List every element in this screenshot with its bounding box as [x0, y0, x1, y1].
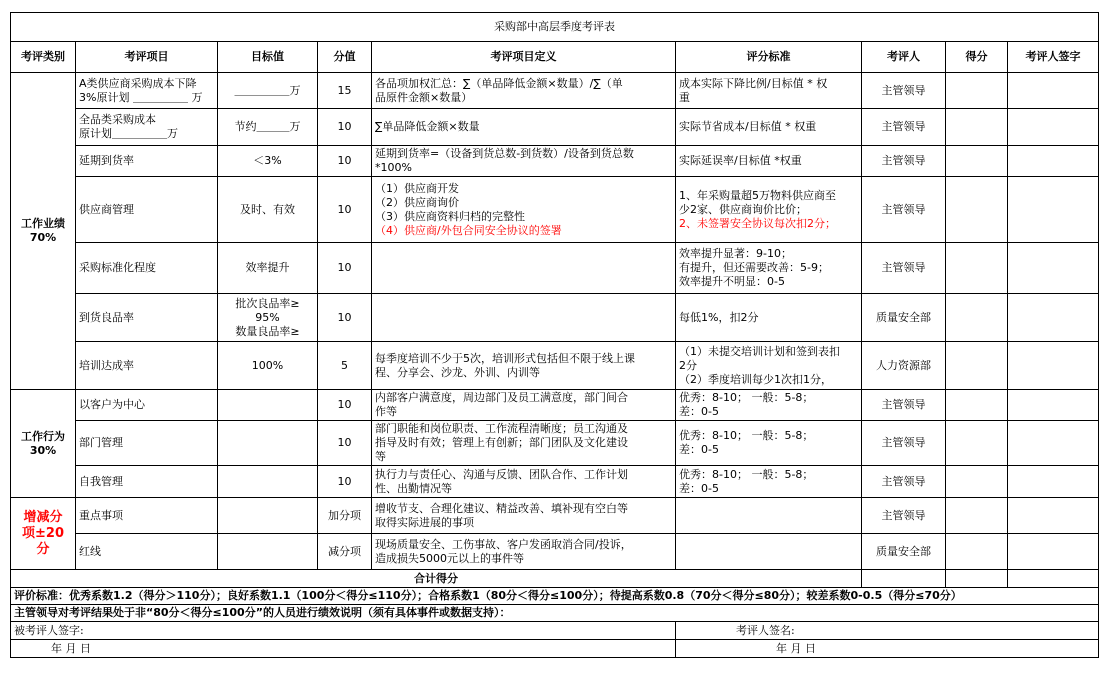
evaluator-cell: 主管领导: [862, 466, 946, 498]
definition-cell: [372, 294, 676, 342]
score-value-cell: 减分项: [318, 534, 372, 570]
signature-input-cell[interactable]: [1008, 534, 1099, 570]
item-cell: 红线: [76, 534, 218, 570]
definition-text: 指导及时有效；管理上有创新；部门团队及文化建设: [375, 436, 628, 449]
definition-text: 取得实际进展的事项: [375, 515, 474, 529]
target-cell: [218, 421, 318, 466]
category-performance: [11, 73, 76, 390]
target-cell[interactable]: 节约＿＿＿万: [218, 109, 318, 146]
criteria-text: 成本实际下降比例/目标值 * 权: [679, 76, 828, 90]
score-input-cell[interactable]: [946, 109, 1008, 146]
definition-text-highlight: （4）供应商/外包合同安全协议的签署: [375, 223, 562, 237]
signature-input-cell[interactable]: [1008, 146, 1099, 177]
category-performance-label: 工作业绩: [21, 217, 65, 230]
evaluator-cell: 主管领导: [862, 73, 946, 109]
score-input-cell[interactable]: [946, 177, 1008, 243]
criteria-text: 差：0-5: [679, 443, 719, 456]
score-input-cell[interactable]: [946, 390, 1008, 421]
target-cell: ＜3%: [218, 146, 318, 177]
table-row: [11, 243, 1099, 294]
score-input-cell[interactable]: [946, 498, 1008, 534]
evaluation-standard: 评价标准：优秀系数1.2（得分＞110分）；良好系数1.1（100分＜得分≤110分）；合格系数1（80分＜得分≤100分）；待提高系数0.8（70分＜得分≤80分）；较差系数0-0.5（得分≤70分）: [11, 588, 1099, 605]
category-bonus-range: 项±20: [22, 525, 64, 541]
signature-input-cell[interactable]: [1008, 498, 1099, 534]
score-input-cell[interactable]: [946, 342, 1008, 390]
target-cell: [218, 498, 318, 534]
header-item: 考评项目: [76, 42, 218, 73]
table-row: [11, 498, 1099, 534]
score-input-cell[interactable]: [946, 294, 1008, 342]
signature-input-cell[interactable]: [1008, 466, 1099, 498]
total-row: [11, 570, 1099, 588]
item-cell: 延期到货率: [76, 146, 218, 177]
category-behavior: [11, 390, 76, 498]
header-criteria: 评分标准: [676, 42, 862, 73]
definition-text: （2）供应商询价: [375, 195, 459, 209]
header-row: [11, 42, 1099, 73]
item-text: 原计划＿＿＿＿＿万: [79, 127, 178, 140]
signee-signature[interactable]: 被考评人签字:: [11, 622, 676, 640]
definition-cell: [372, 243, 676, 294]
table-row: [11, 390, 1099, 421]
definition-cell: [372, 466, 676, 498]
definition-text: 每季度培训不少于5次，培训形式包括但不限于线上课: [375, 351, 635, 365]
criteria-cell: 实际节省成本/目标值 * 权重: [676, 109, 862, 146]
criteria-text: 优秀：8-10； 一般：5-8；: [679, 467, 814, 481]
evaluation-table: [10, 12, 1099, 658]
item-cell: 到货良品率: [76, 294, 218, 342]
table-row: [11, 466, 1099, 498]
definition-text: 等: [375, 450, 386, 463]
criteria-text: 效率提升显著：9-10；: [679, 247, 792, 260]
criteria-cell: [676, 73, 862, 109]
category-behavior-weight: 30%: [29, 443, 57, 457]
score-value-cell: 10: [318, 109, 372, 146]
score-value-cell: 10: [318, 466, 372, 498]
header-definition: 考评项目定义: [372, 42, 676, 73]
evaluator-cell: 主管领导: [862, 243, 946, 294]
footer-standard-row: [11, 588, 1099, 605]
item-cell: 自我管理: [76, 466, 218, 498]
score-input-cell[interactable]: [946, 243, 1008, 294]
definition-cell: [372, 342, 676, 390]
evaluator-cell: 主管领导: [862, 498, 946, 534]
score-value-cell: 10: [318, 294, 372, 342]
table-row: [11, 294, 1099, 342]
definition-cell: ∑单品降低金额×数量: [372, 109, 676, 146]
target-cell: [218, 390, 318, 421]
definition-cell: [372, 498, 676, 534]
table-row: [11, 342, 1099, 390]
signature-input-cell[interactable]: [1008, 177, 1099, 243]
evaluator-cell: 人力资源部: [862, 342, 946, 390]
evaluator-cell: 主管领导: [862, 146, 946, 177]
signature-input-cell[interactable]: [1008, 390, 1099, 421]
signature-input-cell[interactable]: [1008, 342, 1099, 390]
definition-cell: [372, 146, 676, 177]
criteria-cell: [676, 390, 862, 421]
criteria-text: （2）季度培训每少1次扣1分，: [679, 372, 832, 386]
signature-row: [11, 622, 1099, 640]
criteria-text: 差：0-5: [679, 481, 719, 495]
item-cell: [76, 109, 218, 146]
definition-text: 程、分享会、沙龙、外训、内训等: [375, 365, 540, 379]
evaluation-note: 主管领导对考评结果处于非“80分＜得分≤100分”的人员进行绩效说明（须有具体事件或数据支持）：: [11, 605, 1099, 622]
category-behavior-label: 工作行为: [21, 429, 65, 443]
target-cell: [218, 294, 318, 342]
table-row: [11, 177, 1099, 243]
signature-input-cell[interactable]: [1008, 243, 1099, 294]
criteria-text: 优秀：8-10； 一般：5-8；: [679, 429, 814, 442]
definition-text: 延期到货率=（设备到货总数-到货数）/设备到货总数: [375, 147, 634, 160]
criteria-text: 重: [679, 90, 690, 104]
item-text: 全品类采购成本: [79, 113, 156, 126]
evaluator-date[interactable]: 年 月 日: [676, 640, 1099, 658]
criteria-text: 1、年采购量超5万物料供应商至: [679, 188, 836, 202]
definition-cell: [372, 421, 676, 466]
criteria-cell: [676, 466, 862, 498]
signature-input-cell[interactable]: [1008, 421, 1099, 466]
score-value-cell: 10: [318, 146, 372, 177]
target-cell: 及时、有效: [218, 177, 318, 243]
score-input-cell[interactable]: [946, 421, 1008, 466]
score-value-cell: 10: [318, 390, 372, 421]
definition-text: 增收节支、合理化建议、精益改善、填补现有空白等: [375, 501, 628, 515]
score-value-cell: 加分项: [318, 498, 372, 534]
score-value-cell: 15: [318, 73, 372, 109]
item-cell: 采购标准化程度: [76, 243, 218, 294]
date-row: [11, 640, 1099, 658]
criteria-cell: [676, 498, 862, 534]
item-cell: 供应商管理: [76, 177, 218, 243]
score-input-cell[interactable]: [946, 534, 1008, 570]
definition-text: 各品项加权汇总：∑（单品降低金额×数量）/∑（单: [375, 76, 623, 90]
criteria-text: 少2家、供应商询价比价；: [679, 202, 807, 216]
evaluator-cell: 主管领导: [862, 421, 946, 466]
total-evaluator-cell: [862, 570, 946, 588]
definition-text: 部门职能和岗位职责、工作流程清晰度；员工沟通及: [375, 422, 628, 435]
criteria-text: 有提升，但还需要改善：5-9；: [679, 261, 829, 274]
target-cell: 效率提升: [218, 243, 318, 294]
signature-input-cell[interactable]: [1008, 73, 1099, 109]
definition-text: （1）供应商开发: [375, 181, 459, 195]
footer-note-row: [11, 605, 1099, 622]
item-cell: 重点事项: [76, 498, 218, 534]
definition-cell: [372, 390, 676, 421]
target-cell: [218, 534, 318, 570]
table-row: [11, 534, 1099, 570]
target-cell: [218, 466, 318, 498]
total-score-cell[interactable]: [946, 570, 1008, 588]
item-cell: 部门管理: [76, 421, 218, 466]
criteria-cell: [676, 534, 862, 570]
total-signature-cell[interactable]: [1008, 570, 1099, 588]
header-score: 得分: [946, 42, 1008, 73]
score-value-cell: 10: [318, 421, 372, 466]
table-row: [11, 146, 1099, 177]
evaluator-cell: 主管领导: [862, 390, 946, 421]
category-bonus-label: 增减分: [23, 509, 63, 525]
category-bonus: [11, 498, 76, 570]
definition-text: 现场质量安全、工伤事故、客户发函取消合同/投诉，: [375, 537, 632, 551]
criteria-cell: 每低1%，扣2分: [676, 294, 862, 342]
target-text: 数量良品率≥: [235, 324, 300, 338]
target-cell[interactable]: ＿＿＿＿＿万: [218, 73, 318, 109]
score-value-cell: 10: [318, 243, 372, 294]
score-input-cell[interactable]: [946, 73, 1008, 109]
header-signature: 考评人签字: [1008, 42, 1099, 73]
sheet-title: 采购部中高层季度考评表: [11, 13, 1099, 42]
header-score-value: 分值: [318, 42, 372, 73]
criteria-cell: [676, 243, 862, 294]
evaluator-cell: 质量安全部: [862, 534, 946, 570]
definition-text: 造成损失5000元以上的事件等: [375, 551, 524, 565]
category-bonus-unit: 分: [36, 541, 50, 557]
criteria-text: 2分: [679, 358, 697, 372]
table-row: [11, 109, 1099, 146]
score-input-cell[interactable]: [946, 146, 1008, 177]
item-text: 3%原计划 ＿＿＿＿＿ 万: [79, 90, 203, 104]
criteria-text: 效率提升不明显：0-5: [679, 275, 785, 288]
definition-text: 执行力与责任心、沟通与反馈、团队合作、工作计划: [375, 467, 628, 481]
item-cell: [76, 73, 218, 109]
target-text: 批次良品率≥: [235, 296, 300, 310]
criteria-cell: [676, 342, 862, 390]
evaluator-cell: 质量安全部: [862, 294, 946, 342]
definition-text: 品原件金额×数量）: [375, 90, 473, 104]
criteria-cell: 实际延误率/目标值 *权重: [676, 146, 862, 177]
item-cell: 以客户为中心: [76, 390, 218, 421]
criteria-cell: [676, 421, 862, 466]
score-value-cell: 5: [318, 342, 372, 390]
header-category: 考评类别: [11, 42, 76, 73]
table-row: [11, 73, 1099, 109]
item-cell: 培训达成率: [76, 342, 218, 390]
evaluator-cell: 主管领导: [862, 109, 946, 146]
definition-cell: [372, 534, 676, 570]
definition-text: 性、出勤情况等: [375, 481, 452, 495]
definition-text: （3）供应商资料归档的完整性: [375, 209, 525, 223]
criteria-text: 差：0-5: [679, 405, 719, 418]
criteria-cell: [676, 177, 862, 243]
evaluator-cell: 主管领导: [862, 177, 946, 243]
score-value-cell: 10: [318, 177, 372, 243]
definition-text: 作等: [375, 405, 397, 418]
criteria-text: （1）未提交培训计划和签到表扣: [679, 344, 840, 358]
signee-date[interactable]: 年 月 日: [11, 640, 676, 658]
criteria-text-highlight: 2、未签署安全协议每次扣2分；: [679, 216, 836, 230]
target-cell: 100%: [218, 342, 318, 390]
definition-text: *100%: [375, 161, 412, 174]
definition-cell: [372, 177, 676, 243]
header-evaluator: 考评人: [862, 42, 946, 73]
item-text: A类供应商采购成本下降: [79, 76, 197, 90]
definition-cell: [372, 73, 676, 109]
signature-input-cell[interactable]: [1008, 109, 1099, 146]
signature-input-cell[interactable]: [1008, 294, 1099, 342]
header-target: 目标值: [218, 42, 318, 73]
score-input-cell[interactable]: [946, 466, 1008, 498]
criteria-text: 优秀：8-10； 一般：5-8；: [679, 391, 814, 404]
category-performance-weight: 70%: [29, 231, 57, 244]
definition-text: 内部客户满意度，周边部门及员工满意度，部门间合: [375, 391, 628, 404]
total-label: 合计得分: [11, 570, 862, 588]
table-row: [11, 421, 1099, 466]
evaluator-signature[interactable]: 考评人签名:: [676, 622, 1099, 640]
target-text: 95%: [255, 310, 280, 324]
